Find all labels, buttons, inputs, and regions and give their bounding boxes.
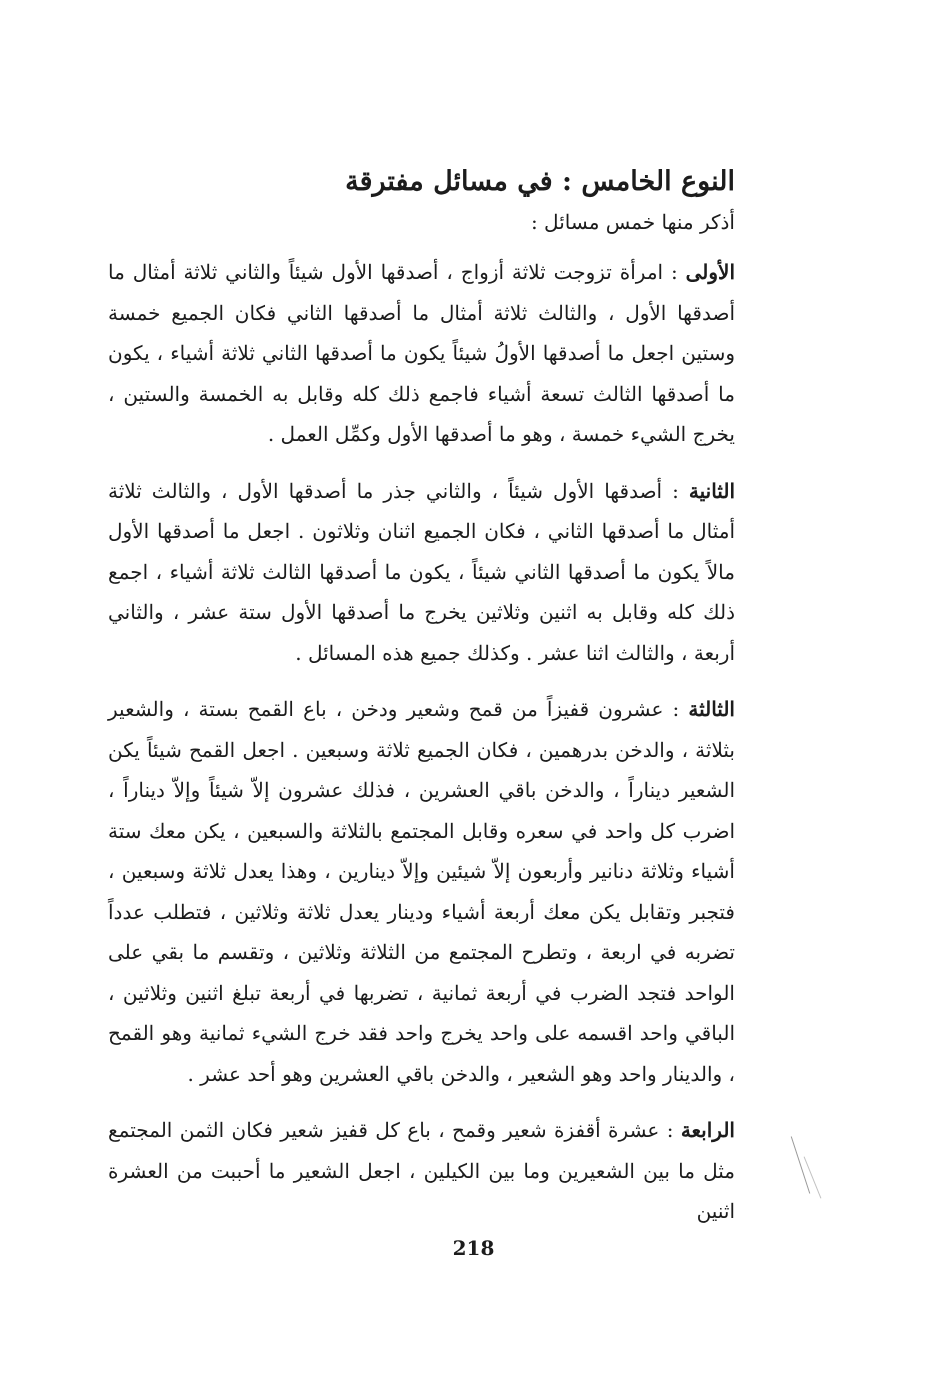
paragraph-body: : عشرون قفيزاً من قمح وشعير ودخن ، باع القمح بستة ، والشعير بثلاثة ، والدخن بدرهمين ، فكان الجميع ثلاثة وسبعين . اجعل القمح شيئاً يكن الشعير ديناراً ، والدخن باقي العشرين ، فذلك عشرون إلاّ شيئاً وإلاّ ديناراً ، اضرب كل واحد في سعره وقابل المجتمع بالثلاثة والسبعين ، يكن معك ستة أشياء وثلاثة دنانير وأربعون إلاّ شيئين وإلاّ دينارين ، وهذا يعدل ثلاثة وسبعين ، فتجبر وتقابل يكن معك أربعة أشياء ودينار يعدل ثلاثة وثلاثين ، فتطلب عدداً تضربه في اربعة ، وتطرح المجتمع من الثلاثة وثلاثين ، وتقسم ما بقي على الواحد فتجد الضرب في أربعة ثمانية ، تضربها في أربعة تبلغ اثنين وثلاثين ، الباقي واحد اقسمه على واحد يخرج واحد فقد خرج الشيء ثمانية وهو القمح ، والدينار واحد وهو الشعير ، والدخن باقي العشرين وهو أحد عشر . (108, 697, 735, 1086)
paragraph-body: : عشرة أقفزة شعير وقمح ، باع كل قفيز شعير فكان الثمن المجتمع مثل ما بين الشعيرين وما بين الكيلين ، اجعل الشعير ما أحببت من العشرة اثنين (108, 1118, 735, 1223)
paragraph-third (108, 689, 735, 1094)
scan-artifact-line (804, 1156, 822, 1198)
paragraph-lead: الرابعة (680, 1118, 735, 1142)
paragraph-lead: الثالثة (688, 697, 735, 721)
paragraph-fourth (108, 1110, 735, 1232)
page-number: 218 (452, 1236, 495, 1260)
section-title: النوع الخامس : في مسائل مفترقة (345, 166, 735, 197)
page-text-block (108, 160, 735, 1248)
paragraph-second (108, 471, 735, 674)
paragraph-first (108, 252, 735, 455)
paragraph-body: : امرأة تزوجت ثلاثة أزواج ، أصدقها الأول شيئاً والثاني ثلاثة أمثال ما أصدقها الأول ، والثالث ثلاثة أمثال ما أصدقها الثاني فكان الجميع خمسة وستين اجعل ما أصدقها الأولُ شيئاً يكون ما أصدقها الثاني ثلاثة أشياء ، يكون ما أصدقها الثالث تسعة أشياء فاجمع ذلك كله وقابل به الخمسة والستين ، يخرج الشيء خمسة ، وهو ما أصدقها الأول وكمِّل العمل . (108, 260, 735, 446)
paragraph-lead: الثانية (688, 478, 735, 503)
paragraph-body: : أصدقها الأول شيئاً ، والثاني جذر ما أصدقها الأول ، والثالث ثلاثة أمثال ما أصدقها الثاني ، فكان الجميع اثنان وثلاثون . اجعل ما أصدقها الأول مالاً يكون ما أصدقها الثاني شيئاً ، يكون ما أصدقها الثالث ثلاثة أشياء ، اجمع ذلك كله وقابل به اثنين وثلاثين يخرج ما أصدقها الأول ستة عشر ، والثاني أربعة ، والثالث اثنا عشر . وكذلك جميع هذه المسائل . (108, 478, 735, 665)
intro-line: أذكر منها خمس مسائل : (530, 210, 735, 234)
paragraph-lead: الأولى (685, 260, 735, 284)
